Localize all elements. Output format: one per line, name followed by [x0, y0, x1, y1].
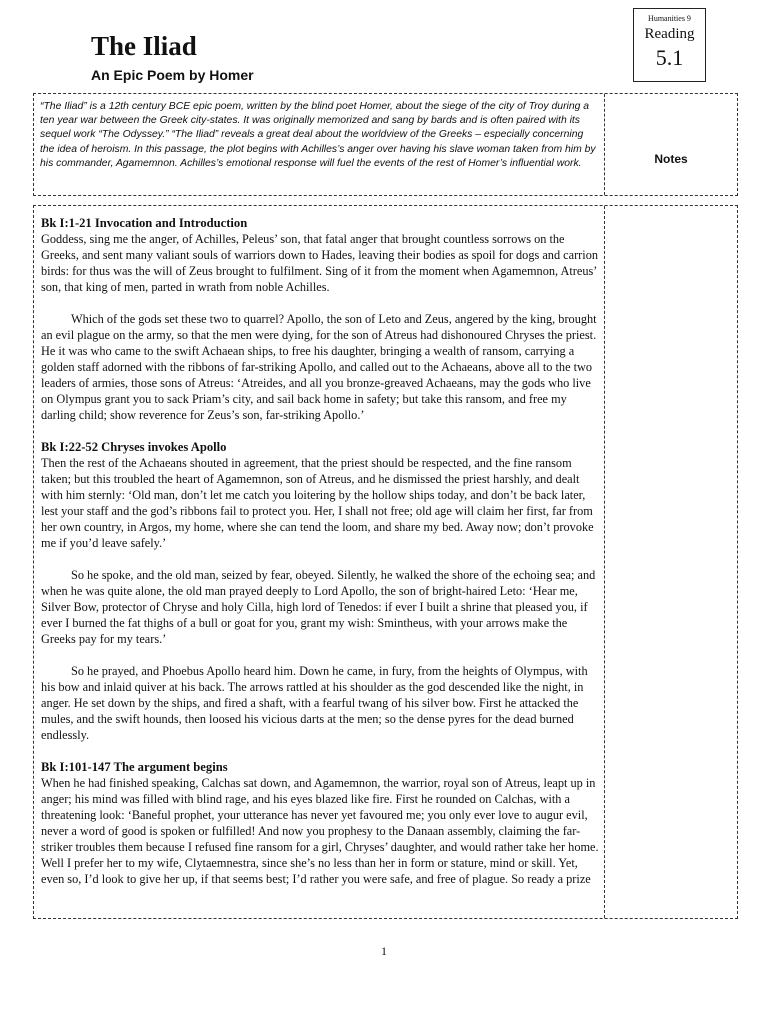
section-heading: Bk I:1-21 Invocation and Introduction	[41, 216, 248, 230]
section-paragraph: Which of the gods set these two to quarrel? Apollo, the son of Leto and Zeus, angered by the king, brought an evil plague on the army, so that the men were dying, for the son of Atreus had dishonoured Chryses the priest. He it was who came to the swift Achaean ships, to free his daughter, bringing a wealth of ransom, carrying a golden staff adorned with the ribbons of far-striking Apollo, and called out to the Achaeans, above all to the two leaders of armies, those sons of Atreus: ‘Atreides, and all you bronze-greaved Achaeans, may the gods who live on Olympus grant you to sack Priam’s city, and sail back home in safety; but take this ransom, and free my darling child; show reverence for Zeus’s son, far-striking Apollo.’	[41, 312, 597, 422]
reading-number: 5.1	[655, 45, 684, 70]
notes-column-header: Notes	[654, 152, 688, 166]
column-divider	[604, 94, 605, 195]
course-label: Humanities 9	[648, 14, 691, 23]
page-number: 1	[381, 944, 387, 958]
section-paragraph: So he prayed, and Phoebus Apollo heard him. Down he came, in fury, from the heights of Olympus, with his bow and inlaid quiver at his back. The arrows rattled at his shoulder as the god descended like the night, in anger. He set down by the ships, and fired a shaft, with a fearful twang of his silver bow. First he attacked the mules, and the swift hounds, then loosed his vicious darts at the men; so the dense pyres for the dead burned endlessly.	[41, 664, 588, 742]
section-invocation	[41, 215, 599, 423]
section-paragraph: Goddess, sing me the anger, of Achilles, Peleus’ son, that fatal anger that brought countless sorrows on the Greeks, and sent many valiant souls of warriors down to Hades, leaving their bodies as spoil for dogs and carrion birds: for thus was the will of Zeus brought to fulfilment. Sing of it from the moment when Agamemnon, Atreus’ son, that king of men, parted in wrath from noble Achilles.	[41, 232, 598, 294]
reading-label: Reading	[644, 26, 695, 42]
document-subtitle: An Epic Poem by Homer	[91, 67, 254, 83]
section-paragraph: So he spoke, and the old man, seized by fear, obeyed. Silently, he walked the shore of the echoing sea; and when he was quite alone, the old man prayed deeply to Lord Apollo, the son of bright-haired Leto: ‘Hear me, Silver Bow, protector of Chryse and holy Cilla, high lord of Tenedos: if ever I built a shrine that pleased you, if ever I burned the fat thighs of a bull or goat for you, grant my wish: Smintheus, with your arrows make the Greeks pay for my tears.’	[41, 568, 596, 646]
section-heading: Bk I:22-52 Chryses invokes Apollo	[41, 440, 227, 454]
section-heading: Bk I:101-147 The argument begins	[41, 760, 228, 774]
section-paragraph: When he had finished speaking, Calchas sat down, and Agamemnon, the warrior, royal son of Atreus, leapt up in anger; his mind was filled with blind rage, and his eyes blazed like fire. First he rounded on Calchas, with a threatening look: ‘Baneful prophet, your utterance has never yet favoured me; you only ever love to augur evil, never a word of good is spoken or fulfilled! And now you prophesy to the Danaan assembly, claiming the far-striker troubles them because I refused fine ransom for a girl, Chryses’ daughter, and would rather take her home. Well I prefer her to my wife, Clytaemnestra, since she’s no less than her in form or stature, mind or skill. Yet, even so, I’d look to give her up, if that seems best; I’d rather you were safe, and free of plague. So ready a prize	[41, 776, 599, 886]
column-divider	[604, 206, 605, 918]
section-argument	[41, 759, 599, 887]
section-paragraph: Then the rest of the Achaeans shouted in agreement, that the priest should be respected, and the fine ransom taken; but this troubled the heart of Agamemnon, son of Atreus, and he dismissed the priest harshly, and dealt with him sternly: ‘Old man, don’t let me catch you loitering by the hollow ships today, and don’t be back later, lest your staff and the god’s ribbons fail to protect you. Her, I shall not free; old age will claim her first, far from her own country, in Argos, my home, where she can tend the loom, and share my bed. Away now; don’t provoke me if you’d leave safely.’	[41, 456, 594, 550]
reading-text-column	[41, 215, 599, 903]
reading-table-row	[33, 205, 738, 919]
section-chryses	[41, 439, 599, 743]
reading-number-box	[633, 8, 706, 82]
intro-paragraph: “The Iliad” is a 12th century BCE epic poem, written by the blind poet Homer, about the siege of the city of Troy during a ten year war between the Greek city-states. It was originally memorized and sang by bards and is often paired with its sequel work “The Odyssey.” “The Iliad” reveals a great deal about the worldview of the Greeks – especially concerning the idea of heroism. In this passage, the plot begins with Achilles’s anger over having his slave woman taken from him by his commander, Agamemnon. Achilles’s emotional response will fuel the events of the rest of Homer’s influential work.	[40, 101, 596, 169]
document-title: The Iliad	[91, 31, 197, 61]
intro-table-row	[33, 93, 738, 196]
